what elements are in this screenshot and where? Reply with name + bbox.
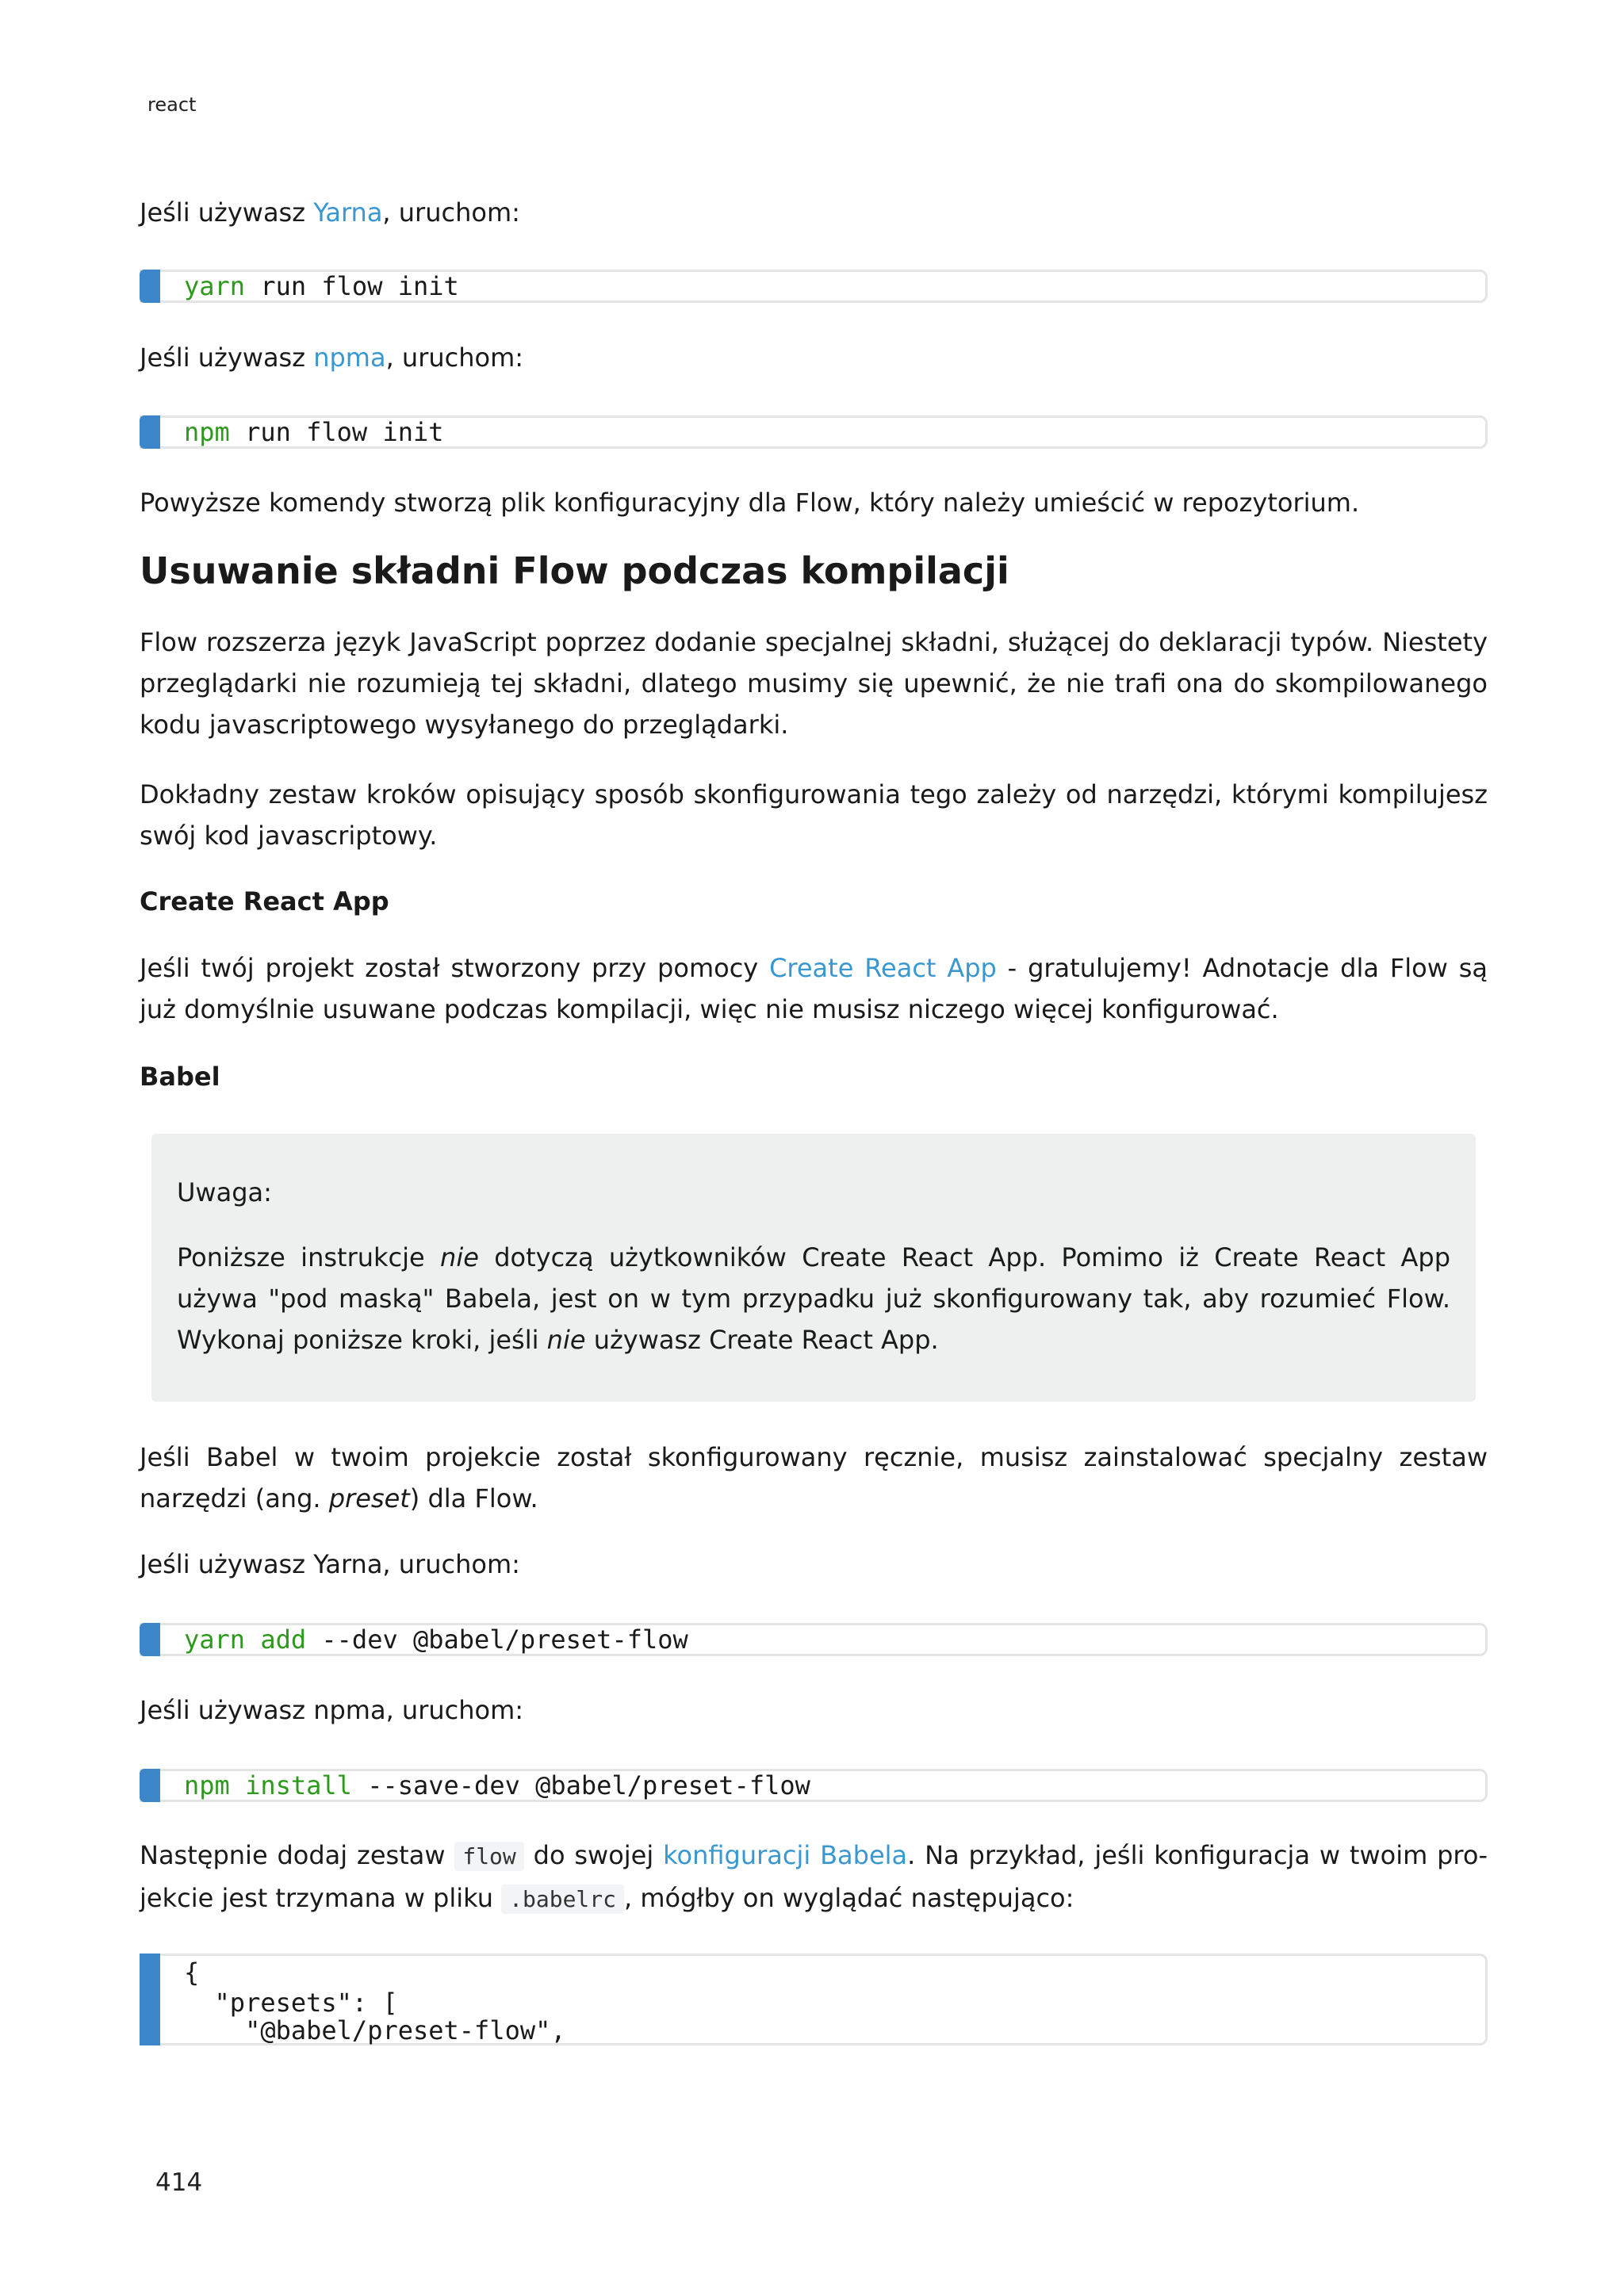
- code-command: yarn: [184, 271, 246, 301]
- note-box: [151, 1134, 1476, 1402]
- paragraph-npm-intro: [140, 337, 1488, 378]
- code-accent-bar: [140, 1769, 160, 1802]
- text: Jeśli używasz: [140, 342, 314, 373]
- code-block-npm-install: [140, 1769, 1488, 1802]
- code-line: {: [184, 1957, 200, 1988]
- emphasis: preset: [328, 1483, 410, 1513]
- emphasis: nie: [546, 1325, 586, 1355]
- inline-code: .babelrc: [501, 1885, 624, 1914]
- code-command: npm install: [184, 1770, 352, 1800]
- note-body: [177, 1237, 1450, 1360]
- babel-config-link[interactable]: konfiguracji Babela: [663, 1840, 908, 1870]
- code-accent-bar: [140, 415, 160, 449]
- code-line: "@babel/preset-flow",: [184, 2015, 566, 2045]
- code-line: [184, 418, 444, 446]
- text: , mógłby on wyglądać następująco:: [624, 1883, 1074, 1913]
- code-block-yarn-add: [140, 1623, 1488, 1656]
- paragraph-add-preset: [140, 1835, 1488, 1920]
- code-line: [184, 1625, 688, 1654]
- paragraph-steps: Dokładny zestaw kroków opisujący sposób skonfigurowania tego zależy od narzędzi, którymi kompilujesz swój kod javascriptowy.: [140, 779, 1488, 851]
- paragraph-npm-run: Jeśli używasz npma, uruchom:: [140, 1695, 524, 1725]
- yarn-link[interactable]: Yarna: [313, 197, 383, 228]
- text: . Na przykład, jeśli konfiguracja w twoim projekcie jest trzymana w pliku: [140, 1840, 1488, 1913]
- text: ) dla Flow.: [409, 1483, 538, 1513]
- inline-code: flow: [454, 1842, 523, 1871]
- code-line: "presets": [: [184, 1988, 398, 2018]
- paragraph-cra: [140, 947, 1488, 1030]
- text: Jeśli używasz: [140, 197, 314, 228]
- text: Następnie dodaj zestaw: [140, 1840, 455, 1870]
- subheading-create-react-app: Create React App: [140, 886, 389, 916]
- paragraph-yarn-intro: [140, 192, 1488, 233]
- paragraph-babel-manual: [140, 1437, 1488, 1519]
- paragraph-config-file: Powyższe komendy stworzą plik konfiguracyjny dla Flow, który należy umieścić w repozytorium.: [140, 488, 1360, 518]
- text: Poniższe instrukcje: [177, 1242, 441, 1272]
- code-args: --dev @babel/preset-flow: [306, 1624, 688, 1655]
- code-line: [184, 272, 459, 300]
- section-heading: Usuwanie składni Flow podczas kompilacji: [140, 549, 1009, 592]
- code-args: --save-dev @babel/preset-flow: [351, 1770, 810, 1800]
- paragraph-flow-syntax: Flow rozszerza język JavaScript poprzez dodanie specjalnej składni, służącej do deklaracji typów. Niestety przeglądarki nie rozumieją tej składni, dlatego musimy się upewnić, że nie trafi ona do skompilowanego kodu javascriptowego wysyłanego do przeglądarki.: [140, 627, 1488, 740]
- text: , uruchom:: [382, 197, 520, 228]
- text: , uruchom:: [385, 342, 524, 373]
- page-number: 414: [155, 2168, 203, 2197]
- running-header: react: [147, 94, 197, 116]
- note-label: Uwaga:: [177, 1177, 272, 1207]
- code-block-babelrc: [140, 1954, 1488, 2045]
- code-accent-bar: [140, 270, 160, 303]
- npm-link[interactable]: npma: [313, 342, 386, 373]
- text: Jeśli Babel w twoim projekcie został skonfigurowany ręcznie, musisz zainstalować specjalny zestaw narzędzi (ang.: [140, 1442, 1488, 1513]
- text: dotyczą użytkowników Create React App. Pomimo iż Create React App używa "pod maską" Babela, jest on w tym przypadku już skonfigurowany tak, aby rozumieć Flow. Wykonaj poniższe kroki, jeśli: [177, 1242, 1451, 1355]
- code-command: npm: [184, 417, 230, 447]
- paragraph-yarn-run: Jeśli używasz Yarna, uruchom:: [140, 1549, 520, 1579]
- text: używasz Create React App.: [585, 1325, 939, 1355]
- text: Jeśli twój projekt został stworzony przy pomocy: [140, 953, 770, 983]
- code-command: yarn add: [184, 1624, 307, 1655]
- code-accent-bar: [140, 1623, 160, 1656]
- code-args: run flow init: [229, 417, 444, 447]
- code-args: run flow init: [245, 271, 459, 301]
- code-accent-bar: [140, 1954, 160, 2045]
- text: do swojej: [523, 1840, 664, 1870]
- emphasis: nie: [440, 1242, 479, 1272]
- text: - gratulujemy! Adnotacje dla Flow są już domyślnie usuwane podczas kompilacji, więc nie musisz niczego więcej konfigurować.: [140, 953, 1488, 1024]
- code-block-yarn-init: [140, 270, 1488, 303]
- subheading-babel: Babel: [140, 1062, 220, 1092]
- code-block-npm-init: [140, 415, 1488, 449]
- code-line: [184, 1771, 810, 1800]
- create-react-app-link[interactable]: Create React App: [769, 953, 997, 983]
